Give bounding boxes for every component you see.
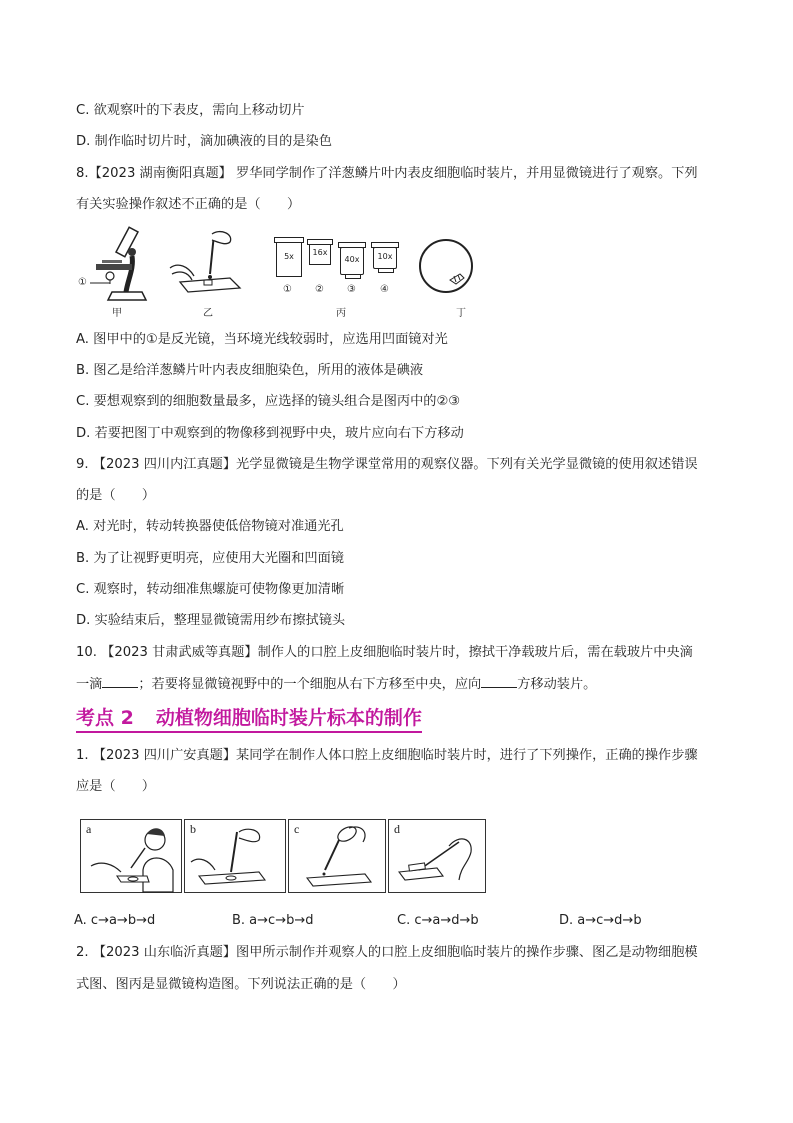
answer-blank-1[interactable] bbox=[102, 675, 138, 688]
q8-option-d: D. 若要把图丁中观察到的物像移到视野中央，玻片应向右下方移动 bbox=[76, 426, 464, 441]
lens-number-2: ② bbox=[315, 284, 324, 295]
s1-option-a: A. c→a→b→d bbox=[74, 913, 156, 928]
q9-option-a: A. 对光时，转动转换器使低倍物镜对准通光孔 bbox=[76, 519, 344, 534]
q9-stem-line1: 9. 【2023 四川内江真题】光学显微镜是生物学课堂常用的观察仪器。下列有关光学显微镜的使用叙述错误 bbox=[76, 457, 698, 472]
step-panel-d: d bbox=[388, 819, 486, 893]
step-panel-a: a bbox=[80, 819, 182, 893]
q8-stem-line2: 有关实验操作叙述不正确的是（ ） bbox=[76, 197, 301, 212]
lens-number-4: ④ bbox=[380, 284, 389, 295]
section-heading: 考点 2 动植物细胞临时装片标本的制作 bbox=[76, 706, 422, 733]
lens-eyepiece-1: 5x bbox=[276, 241, 302, 277]
q10-stem-line1: 10. 【2023 甘肃武威等真题】制作人的口腔上皮细胞临时装片时，擦拭干净载玻片后，需在载玻片中央滴 bbox=[76, 645, 693, 660]
s1-stem-line1: 1. 【2023 四川广安真题】某同学在制作人体口腔上皮细胞临时装片时，进行了下列操作，正确的操作步骤 bbox=[76, 748, 698, 763]
s1-stem-line2: 应是（ ） bbox=[76, 779, 156, 794]
q9-option-b: B. 为了让视野更明亮，应使用大光圈和凹面镜 bbox=[76, 551, 344, 566]
staining-illustration bbox=[170, 230, 250, 296]
microscope-illustration bbox=[88, 224, 158, 306]
mirror-number-label: ① bbox=[78, 277, 87, 288]
figure-label-jia: 甲 bbox=[112, 308, 122, 319]
step-panel-b: b bbox=[184, 819, 286, 893]
step-panel-c: c bbox=[288, 819, 386, 893]
lens-number-3: ③ bbox=[347, 284, 356, 295]
q8-option-a: A. 图甲中的①是反光镜，当环境光线较弱时，应选用凹面镜对光 bbox=[76, 332, 448, 347]
q10-stem-line2: 一滴 ；若要将显微镜视野中的一个细胞从右下方移至中央，应向 方移动装片。 bbox=[76, 677, 597, 692]
s1-option-d: D. a→c→d→b bbox=[559, 913, 642, 928]
s2-stem-line1: 2. 【2023 山东临沂真题】图甲所示制作并观察人的口腔上皮细胞临时装片的操作步骤、图乙是动物细胞模 bbox=[76, 945, 698, 960]
lens-objective-4: 10x bbox=[373, 247, 397, 269]
q8-option-c: C. 要想观察到的细胞数量最多，应选择的镜头组合是图丙中的②③ bbox=[76, 394, 461, 409]
lens-number-1: ① bbox=[283, 284, 292, 295]
mirror-pointer-line bbox=[90, 282, 110, 286]
lens-objective-3: 40x bbox=[340, 247, 364, 275]
figure-label-bing: 丙 bbox=[336, 308, 346, 319]
q8-stem-line1: 8.【2023 湖南衡阳真题】 罗华同学制作了洋葱鳞片叶内表皮细胞临时装片，并用显微镜进行了观察。下列 bbox=[76, 166, 698, 181]
lens-eyepiece-2: 16x bbox=[309, 243, 331, 265]
q8-option-b: B. 图乙是给洋葱鳞片叶内表皮细胞染色，所用的液体是碘液 bbox=[76, 363, 424, 378]
q9-option-d: D. 实验结束后，整理显微镜需用纱布擦拭镜头 bbox=[76, 613, 346, 628]
figure-label-ding: 丁 bbox=[456, 308, 466, 319]
q9-stem-line2: 的是（ ） bbox=[76, 488, 156, 503]
field-of-view-illustration bbox=[418, 238, 474, 294]
q7-option-c: C. 欲观察叶的下表皮，需向上移动切片 bbox=[76, 103, 305, 118]
s2-stem-line2: 式图、图丙是显微镜构造图。下列说法正确的是（ ） bbox=[76, 977, 406, 992]
q9-option-c: C. 观察时，转动细准焦螺旋可使物像更加清晰 bbox=[76, 582, 345, 597]
figure-label-yi: 乙 bbox=[203, 308, 213, 319]
s1-option-b: B. a→c→b→d bbox=[232, 913, 314, 928]
s1-option-c: C. c→a→d→b bbox=[397, 913, 479, 928]
q7-option-d: D. 制作临时切片时，滴加碘液的目的是染色 bbox=[76, 134, 332, 149]
answer-blank-2[interactable] bbox=[481, 675, 517, 688]
